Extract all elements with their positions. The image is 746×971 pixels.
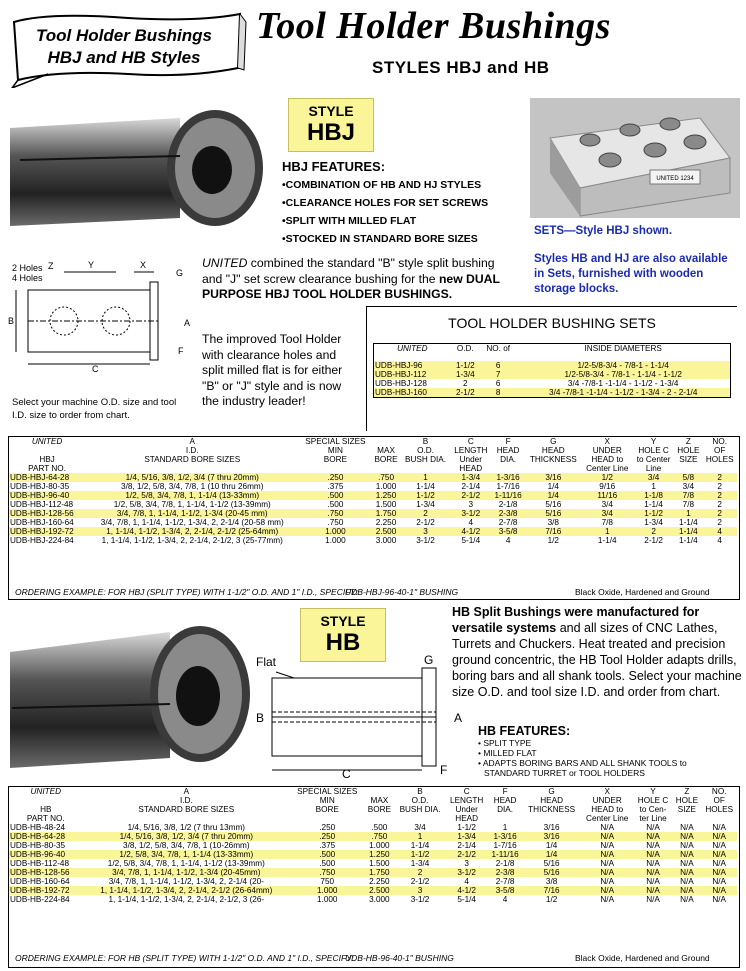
diagram-label: F bbox=[440, 763, 448, 777]
table-row: UDB-HB-64-28 1/4, 5/16, 3/8, 1/2, 3/4 (7 thru 20mm) .250 .750 1 1-3/4 1-3/16 3/16 N/A N/A N/A N/A bbox=[9, 832, 737, 841]
sets-photo bbox=[530, 98, 740, 218]
sets-note: Styles HB and HJ are also available in Sets, furnished with wooden storage blocks. bbox=[534, 253, 728, 295]
table-row: UDB-HB-80-35 3/8, 1/2, 5/8, 3/4, 7/8, 1 (10-26mm) .375 1.000 1-1/4 2-1/4 1-7/16 1/4 N/A N/A N/A N/A bbox=[10, 841, 727, 850]
page-subtitle: STYLES HBJ and HB bbox=[372, 58, 550, 77]
column-header: F HEAD DIA. bbox=[496, 437, 520, 464]
column-header: B O.D. BUSH DIA. bbox=[399, 787, 441, 814]
column-header: F HEAD DIA. bbox=[493, 787, 517, 814]
hbj-style-name: HBJ bbox=[306, 119, 355, 146]
hbj-table bbox=[9, 437, 737, 545]
table-row: UDB-HBJ-160 2-1/2 8 3/4 -7/8-1 -1-1/4 - 1-1/2 - 1-3/4 - 2 - 2-1/4 bbox=[374, 388, 731, 398]
hb-table-panel bbox=[8, 786, 740, 968]
hbj-feature-item: •STOCKED IN STANDARD BORE SIZES bbox=[282, 233, 478, 245]
title-banner bbox=[8, 8, 248, 86]
block-label: UNITED 1234 bbox=[656, 176, 694, 182]
page-title: Tool Holder Bushings bbox=[256, 5, 611, 47]
hb-style-label: STYLE bbox=[320, 613, 366, 629]
sets-table bbox=[373, 343, 731, 398]
column-header: NO. OF HOLES bbox=[705, 787, 734, 814]
column-header: Z HOLE SIZE bbox=[677, 437, 700, 464]
sets-header: O.D. bbox=[456, 344, 474, 353]
hb-features-title: HB FEATURES: bbox=[478, 724, 571, 738]
diagram-label: Z bbox=[48, 261, 54, 271]
column-header: X UNDER HEAD to Center Line bbox=[586, 787, 629, 823]
table-row: UDB-HBJ-96-40 1/2, 5/8, 3/4, 7/8, 1, 1-1/4 (13-33mm) .500 1.250 1-1/2 2-1/2 1-11/16 1/4 11/16 1-1/8 7/8 2 bbox=[9, 491, 737, 500]
hb-table-header bbox=[9, 787, 737, 823]
column-header: G HEAD THICKNESS bbox=[528, 787, 576, 814]
hbj-feature-item: •COMBINATION OF HB AND HJ STYLES bbox=[282, 179, 482, 191]
hb-style-name: HB bbox=[325, 629, 361, 656]
table-row: UDB-HB-112-48 1/2, 5/8, 3/4, 7/8, 1, 1-1/4, 1-1/2 (13-39mm) .500 1.500 1-3/4 3 2-1/8 5/16 N/A N/A N/A N/A bbox=[10, 859, 727, 868]
column-header: SPECIAL SIZES MIN BORE bbox=[297, 787, 358, 814]
column-header: Z HOLE SIZE bbox=[675, 787, 699, 814]
hb-desc-text: and all sizes of CNC Lathes, Turrets and Chuckers. Heat treated and precision ground concentric, the HB Tool Holder adapts drills, boring bars and all shank tools. Select your machine size O.D. and tool size I.D. and order from chart. bbox=[452, 621, 742, 699]
table-row: UDB-HBJ-128 2 6 3/4 -7/8-1 -1-1/4 - 1-1/2 - 1-3/4 bbox=[375, 379, 679, 388]
diagram-label: G bbox=[424, 653, 434, 667]
hb-bushing-photo bbox=[0, 608, 250, 776]
hbj-desc-bold: new DUAL PURPOSE HBJ TOOL HOLDER BUSHINGS. bbox=[202, 271, 500, 301]
hb-feature-item: • MILLED FLAT bbox=[478, 748, 537, 758]
diagram-label: X bbox=[140, 260, 147, 270]
table-row: UDB-HBJ-192-72 1, 1-1/4, 1-1/2, 1-3/4, 2, 2-1/4, 2-1/2 (25-64mm) 1.000 2.500 3 4-1/2 3-5/8 7/16 1 2 1-1/4 4 bbox=[9, 527, 737, 536]
hbj-features bbox=[282, 158, 522, 248]
hbj-bushing-photo bbox=[0, 98, 270, 238]
column-header: B O.D. BUSH DIA. bbox=[405, 437, 446, 464]
table-row: UDB-HB-160-64 3/4, 7/8, 1, 1-1/4, 1-1/2, 1-3/4, 2, 2-1/4 (20- 750 2.250 2-1/2 4 2-7/8 3/8 N/A N/A N/A N/A bbox=[10, 877, 727, 886]
banner-line2: HBJ and HB Styles bbox=[47, 48, 201, 67]
brand-name: UNITED bbox=[202, 256, 248, 270]
table-row: UDB-HB-48-24 1/4, 5/16, 3/8, 1/2 (7 thru 13mm) .250 .500 3/4 1-1/2 1 3/16 N/A N/A N/A N/A bbox=[10, 823, 727, 832]
diagram-label: A bbox=[184, 318, 191, 328]
diagram-label: Flat bbox=[256, 655, 277, 669]
banner-line1: Tool Holder Bushings bbox=[36, 26, 212, 45]
select-note: Select your machine O.D. size and tool I.D. size to order from chart. bbox=[12, 397, 177, 421]
sets-caption: SETS—Style HBJ shown. bbox=[534, 225, 673, 237]
column-header: A I.D. STANDARD BORE SIZES bbox=[144, 437, 241, 464]
sets-panel bbox=[366, 306, 737, 431]
finish-note: Black Oxide, Hardened and Ground bbox=[575, 587, 710, 597]
sets-header: NO. of bbox=[486, 344, 511, 353]
diagram-label: Y bbox=[88, 260, 95, 270]
table-row: UDB-HBJ-96 1-1/2 6 1/2-5/8-3/4 - 7/8-1 - 1-1/4 bbox=[374, 361, 731, 370]
column-header: C LENGTH Under HEAD bbox=[454, 437, 488, 473]
hb-feature-item: • ADAPTS BORING BARS AND ALL SHANK TOOLS to bbox=[478, 758, 687, 768]
ordering-code: UDB-HB-96-40-1" BUSHING bbox=[345, 953, 454, 963]
diagram-label: C bbox=[92, 364, 99, 374]
table-row: UDB-HBJ-112 1-3/4 7 1/2-5/8-3/4 - 7/8-1 - 1-1/4 - 1-1/2 bbox=[374, 370, 731, 379]
table-row: UDB-HBJ-80-35 3/8, 1/2, 5/8, 3/4, 7/8, 1 (10 thru 26mm) .375 1.000 1-1/4 2-1/4 1-7/16 1/4 9/16 1 3/4 2 bbox=[10, 482, 722, 491]
column-header: SPECIAL SIZES MIN BORE bbox=[305, 437, 366, 464]
column-header: A I.D. STANDARD BORE SIZES bbox=[138, 787, 235, 814]
hb-ordering bbox=[15, 953, 731, 963]
ordering-text: ORDERING EXAMPLE: FOR HB (SPLIT TYPE) WITH 1-1/2" O.D. AND 1" I.D., SPECIFY: bbox=[15, 953, 354, 963]
column-header: MAX BORE bbox=[374, 446, 398, 464]
hbj-description-2: The improved Tool Holder with clearance holes and split milled flat is for either "B" or "J" style and is now the industry leader! bbox=[202, 332, 343, 408]
hbj-style-box bbox=[288, 98, 374, 152]
diagram-label: A bbox=[454, 711, 463, 725]
column-header: Y HOLE C to Center Line bbox=[636, 437, 671, 473]
hb-feature-item: STANDARD TURRET or TOOL HOLDERS bbox=[484, 768, 645, 778]
table-row: UDB-HBJ-224-84 1, 1-1/4, 1-1/2, 1-3/4, 2, 2-1/4, 2-1/2, 3 (25-77mm) 1.000 3.000 3-1/2 5-1/4 4 1/2 1-1/4 2-1/2 1-1/4 4 bbox=[10, 536, 722, 545]
hbj-description bbox=[202, 256, 512, 303]
diagram-label: F bbox=[178, 346, 184, 356]
diagram-label: 4 Holes bbox=[12, 273, 43, 283]
hb-features bbox=[478, 724, 738, 778]
sets-header: INSIDE DIAMETERS bbox=[584, 344, 662, 353]
column-header: C LENGTH Under HEAD bbox=[450, 787, 484, 823]
column-header: G HEAD THICKNESS bbox=[529, 437, 577, 464]
column-header: MAX BORE bbox=[367, 796, 391, 814]
table-row: UDB-HB-224-84 1, 1-1/4, 1-1/2, 1-3/4, 2, 2-1/4, 2-1/2, 3 (26- 1.000 3.000 3-1/2 5-1/4 4 1/2 N/A N/A N/A N/A bbox=[10, 895, 727, 904]
hbj-desc-text: combined the standard "B" style split bushing and "J" set screw clearance bushing for the bbox=[202, 256, 495, 286]
diagram-label: 2 Holes bbox=[12, 263, 43, 273]
column-header: UNITED HB PART NO. bbox=[26, 787, 65, 823]
hb-feature-item: • SPLIT TYPE bbox=[478, 738, 532, 748]
column-header: NO. OF HOLES bbox=[705, 437, 734, 464]
ordering-text: ORDERING EXAMPLE: FOR HBJ (SPLIT TYPE) WITH 1-1/2" O.D. AND 1" I.D., SPECIFY: bbox=[15, 587, 359, 597]
table-row: UDB-HB-96-40 1/2, 5/8, 3/4, 7/8, 1, 1-1/4 (13-33mm) .500 1.250 1-1/2 2-1/2 1-11/16 1/4 N/A N/A N/A N/A bbox=[9, 850, 737, 859]
table-row: UDB-HBJ-112-48 1/2, 5/8, 3/4, 7/8, 1, 1-1/4, 1-1/2 (13-39mm) .500 1.500 1-3/4 3 2-1/8 5/16 3/4 1-1/4 7/8 2 bbox=[10, 500, 722, 509]
sets-table-title: TOOL HOLDER BUSHING SETS bbox=[448, 315, 656, 331]
hb-desc-bold: HB Split Bushings were manufactured for versatile systems bbox=[452, 605, 700, 635]
diagram-label: C bbox=[342, 767, 351, 780]
column-header: UNITED HBJ PART NO. bbox=[28, 437, 66, 473]
sets-header: UNITED bbox=[397, 344, 428, 353]
hbj-table-panel bbox=[8, 436, 740, 600]
hb-diagram bbox=[250, 650, 470, 780]
table-row: UDB-HB-128-56 3/4, 7/8, 1, 1-1/4, 1-1/2, 1-3/4 (20-45mm) .750 1.750 2 3-1/2 2-3/8 5/16 N/A N/A N/A N/A bbox=[9, 868, 737, 877]
table-row: UDB-HBJ-64-28 1/4, 5/16, 3/8, 1/2, 3/4 (7 thru 20mm) .250 .750 1 1-3/4 1-3/16 3/16 1/2 3/4 5/8 2 bbox=[9, 473, 737, 482]
hbj-feature-item: •SPLIT WITH MILLED FLAT bbox=[282, 215, 417, 227]
diagram-label: G bbox=[176, 268, 184, 278]
column-header: X UNDER HEAD to Center Line bbox=[586, 437, 629, 473]
hb-description bbox=[452, 604, 742, 700]
ordering-code: UDB-HBJ-96-40-1" BUSHING bbox=[345, 587, 459, 597]
table-row: UDB-HBJ-128-56 3/4, 7/8, 1, 1-1/4, 1-1/2, 1-3/4 (20-45 mm) .750 1.750 2 3-1/2 2-3/8 5/16 3/4 1-1/2 1 2 bbox=[9, 509, 737, 518]
hb-table bbox=[9, 787, 737, 904]
hbj-ordering bbox=[15, 587, 731, 597]
finish-note: Black Oxide, Hardened and Ground bbox=[575, 953, 710, 963]
hbj-style-label: STYLE bbox=[308, 103, 354, 119]
hbj-diagram bbox=[8, 254, 196, 374]
table-row: UDB-HB-192-72 1, 1-1/4, 1-1/2, 1-3/4, 2, 2-1/4, 2-1/2 (26-64mm) 1.000 2.500 3 4-1/2 3-5/8 7/16 N/A N/A N/A N/A bbox=[9, 886, 737, 895]
diagram-label: B bbox=[8, 316, 15, 326]
table-row: UDB-HBJ-160-64 3/4, 7/8, 1, 1-1/4, 1-1/2, 1-3/4, 2, 2-1/4 (20-58 mm) .750 2.250 2-1/2 4 2-7/8 3/8 7/8 1-3/4 1-1/4 2 bbox=[10, 518, 722, 527]
hbj-feature-item: •CLEARANCE HOLES FOR SET SCREWS bbox=[282, 197, 489, 209]
hbj-features-title: HBJ FEATURES: bbox=[282, 159, 386, 174]
diagram-label: B bbox=[256, 711, 265, 725]
column-header: Y HOLE C to Cen- ter Line bbox=[637, 787, 669, 823]
hbj-table-header bbox=[9, 437, 737, 473]
